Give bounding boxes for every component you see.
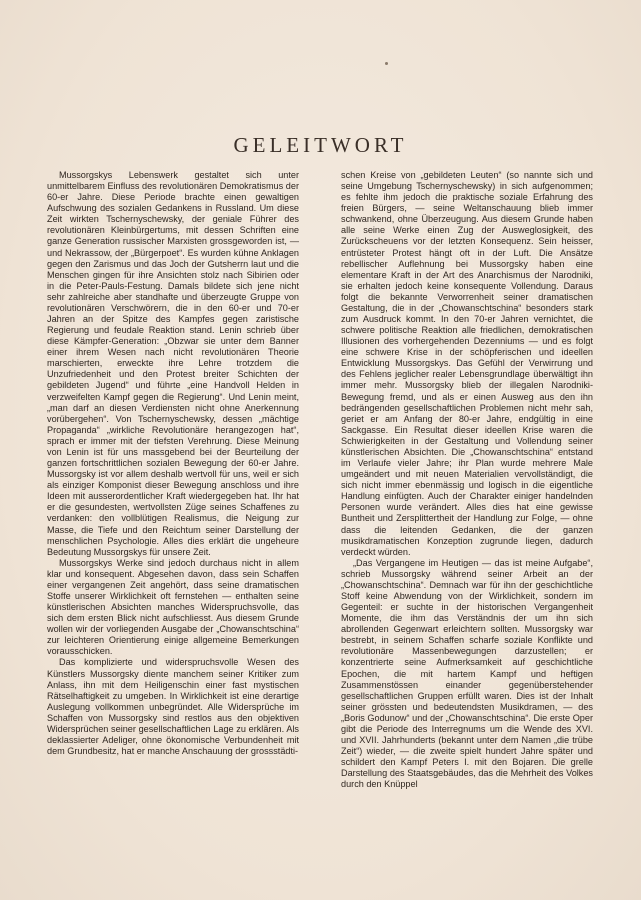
right-paragraph-2: „Das Vergangene im Heutigen — das ist meine Aufgabe“, schrieb Mussorgsky während seiner Arbeit an der „Chowanschtschina“. Demnach war für ihn der geschichtliche Stoff keine Abwendung von der Wirklichkeit, sondern im Gegenteil: er suchte in der historischen Vergangenheit Momente, die ihm das Verständnis der um ihn sich abrollenden Gegenwart erleichtern sollten. Mussorgsky war bestrebt, in seinem Schaffen scharfe soziale Konflikte und revolutionäre Massenbewegungen darzustellen; er konzentrierte seine Aufmerksamkeit auf geschichtliche Epochen, die mit hartem Kampf und heftigen Zusammenstössen einander gegenüberstehender gesellschaftlichen Gruppen erfüllt waren. Dies ist der Inhalt seiner grössten und bedeutendsten Musikdramen, — des „Boris Godunow“ und der „Chowanschtschina“. Die erste Oper gibt die Periode des Interregnums um die Wende des XVI. und XVII. Jahrhunderts (bekannt unter dem Namen „die trübe Zeit“) wieder, — die zweite spielt hundert Jahre später und schildert den Kampf Peters I. mit den Bojaren. Die grelle Darstellung des Staatsgebäudes, das die Mehrheit des Volkes durch den Knüppel <box>341 557 593 790</box>
left-paragraph-2: Mussorgskys Werke sind jedoch durchaus nicht in allem klar und konsequent. Abgesehen davon, dass sein Schaffen einer vergangenen Zeit angehört, dass seine dramatischen Stoffe unserer Wirklichkeit oft fernstehen — enthalten seine künstlerischen Absichten manches Widerspruchsvolle, das sich dem ersten Blick nicht aufschliesst. Aus diesem Grunde wollen wir der vorliegenden Ausgabe der „Chowanschtschina“ zur leichteren Orientierung einige allgemeine Bemerkungen vorausschicken. <box>47 557 299 657</box>
left-paragraph-1: Mussorgskys Lebenswerk gestaltet sich unter unmittelbarem Einfluss des revolutionären Demokratismus der 60-er Jahre. Diese Periode brachte einen gewaltigen Aufschwung des sozialen Gedankens in Russland. Um diese Zeit wirkten Tschernyschewsky, der geniale Führer des revolutionären Kleinbürgertums, mit dessen Schriften eine ganze Generation russischer Marxisten grossgeworden ist, — und Nekrassow, der „Bürgerpoet“. Es wurden kühne Anklagen gegen den Zarismus und das Joch der Gutsherrn laut und die Menschen gingen für ihre Ansichten stolz nach Sibirien oder in die Peter-Pauls-Festung. Damals bildete sich jene nicht sehr zahlreiche aber standhafte und überzeugte Gruppe von revolutionären Verschwörern, die in den 60-er und 70-er Jahren an der Spitze des Kampfes gegen zaristische Regierung und feudale Reaktion stand. Lenin schrieb über diese Kämpfer-Generation: „Obzwar sie unter dem Banner einer ihrem Wesen nach nicht revolutionären Theorie marschierten, erweckte ihre Lehre trotzdem die Unzufriedenheit und den Protest breiter Schichten der gebildeten Jugend“ und führte „eine Handvoll Helden in verzweifelten Kampf gegen die Regierung“. Und Lenin meint, „man darf an diesen Verdiensten nicht ohne Anerkennung vorübergehen“. Von Tschernyschewsky, dessen „mächtige Propaganda“ „wirkliche Revolutionäre herangezogen hat“, sprach er immer mit der tiefsten Verehrung. Diese Meinung von Lenin ist für uns massgebend bei der Beurteilung der ganzen fortschrittlichen sozialen Bewegung der 60-er Jahre. Mussorgsky ist vor allem deshalb wertvoll für uns, weil er sich als einziger Komponist dieser Bewegung anschloss und ihre Ideen mit ausserordentlicher Kraft wiedergegeben hat. Ihr hat er die gesundesten, wertvollsten Züge seines Schaffenes zu verdanken: den vollblütigen Realismus, die Neigung zur Masse, die Tiefe und den Reichtum seiner Darstellung der menschlichen Psychologie. Alles dies erklärt die ungeheure Bedeutung Mussorgskys für unsere Zeit. <box>47 170 299 557</box>
paper-speck <box>385 62 388 65</box>
left-column <box>47 170 299 757</box>
left-paragraph-3: Das komplizierte und widerspruchsvolle Wesen des Künstlers Mussorgsky diente manchem seiner Kritiker zum Anlass, ihn mit dem Heiligenschin einer fast mystischen Rätselhaftigkeit zu umgeben. In Wirklichkeit ist eine derartige Auslegung vollkommen unbegründet. Alle Widersprüche im Schaffen von Mussorgsky sind restlos aus den objektiven Widersprüchen seiner gesellschaftlichen Lage zu erklären. Als deklassierter Adeliger, ohne ökonomische Verbundenheit mit dem Grundbesitz, hat er manche Anschauung der grossstädti- <box>47 657 299 757</box>
page-title: GELEITWORT <box>233 133 408 157</box>
right-paragraph-1: schen Kreise von „gebildeten Leuten“ (so nannte sich und seine Umgebung Tschernyschewsky) in sich aufgenommen; es fehlte ihm jedoch die praktische soziale Erfahrung des freien Bürgers, — seine Weltanschauung blieb immer schwankend, ohne Überzeugung. Aus diesem Grunde haben alle seine Werke einen Zug der Ausweglosigkeit, des Zurückscheuens vor der letzten Konsequenz. Sein heisser, entrüsteter Protest hängt oft in der Luft. Die Ansätze rebellischer Auflehnung bei Mussorgsky haben eine elementare Kraft in der Art des Anarchismus der Narodniki, sie erhalten jedoch keine konsequente Vollendung. Daraus folgt die bekannte Verworrenheit seiner dramatischen Gestaltung, die in der „Chowanschtschina“ besonders stark zum Ausdruck kommt. In den 70-er Jahren vernichtet, die schwere politische Reaktion alle friedlichen, demokratischen Illusionen des vorhergehenden Dezenniums — und es folgt eine schwere Krise in der schöpferischen und ideellen Entwicklung Mussorgskys. Das Gefühl der Verwirrung und des Fehlens jeglicher realer Lebensgrundlage überwältigt ihn immer mehr. Mussorgsky blieb der illegalen Narodniki-Bewegung fremd, und als er einen Ausweg aus den ihn bedrängenden gesellschaftlichen Problemen nicht mehr sah, geriet er am Anfang der 80-er Jahre, endgültig in eine Sackgasse. Ein Resultat dieser ideellen Krise waren die Schwierigkeiten in der Gestaltung und Vollendung seiner künstlerischen Absichten. Die „Chowanschtschina“ entstand im Verlaufe vieler Jahre; ihr Plan wurde mehrere Male umgeändert und mit neuen Materialien vervollständigt, die sich nicht immer ebenmässig und logisch in die eigentliche Handlung einfügten. Auch der Charakter einiger handelnden Personen wurde verändert. Alles dies hat eine gewisse Buntheit und Zersplittertheit der Handlung zur Folge, — ohne dass die leitenden Gedanken, die der ganzen musikdramatischen Konzeption zugrunde liegen, dadurch verdeckt würden. <box>341 170 593 557</box>
right-column <box>341 170 593 790</box>
